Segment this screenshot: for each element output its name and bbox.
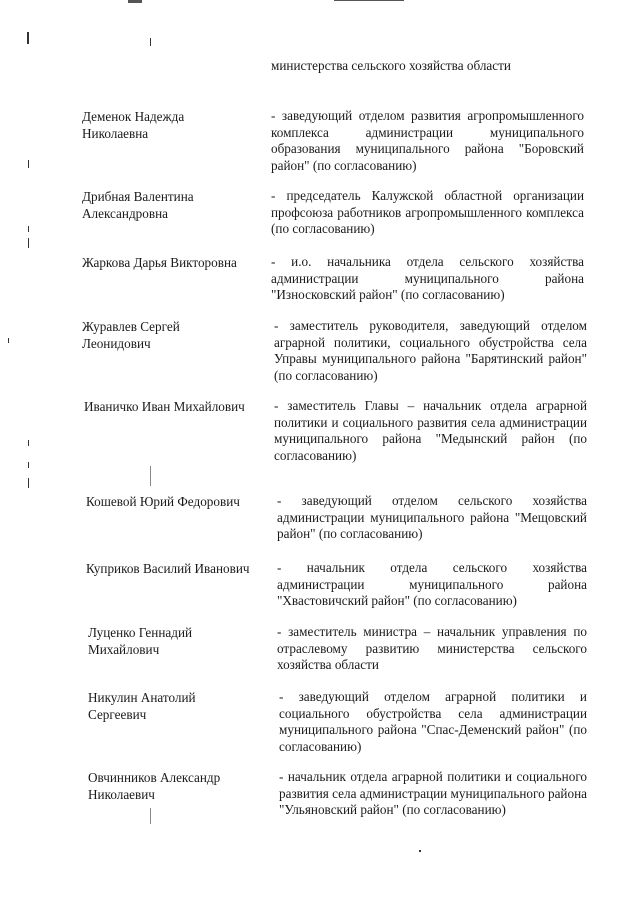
scan-mark-margin	[150, 38, 151, 46]
person-role: - начальник отдела аграрной политики и социального развития села администрации муниципального района "Ульяновский район" (по согласованию)	[279, 769, 587, 817]
person-role: - председатель Калужской областной организации профсоюза работников агропромышленного комплекса (по согласованию)	[271, 188, 584, 236]
person-name: Куприков Василий Иванович	[86, 561, 250, 576]
scan-mark-margin	[28, 238, 29, 248]
person-name: Луценко Геннадий Михайлович	[88, 625, 193, 657]
scan-mark-margin	[28, 226, 29, 232]
person-name: Никулин Анатолий Сергеевич	[88, 690, 196, 722]
person-role: - заведующий отделом сельского хозяйства администрации муниципального района "Мещовский район" (по согласованию)	[277, 493, 587, 541]
scan-mark-margin	[28, 478, 29, 488]
scan-mark-top-right	[334, 0, 404, 1]
person-role: - и.о. начальника отдела сельского хозяйства администрации муниципального района "Износковский район" (по согласованию)	[271, 254, 584, 302]
scan-mark-margin	[28, 160, 29, 168]
person-role: - заместитель министра – начальник управления по отраслевому развитию министерства сельского хозяйства области	[277, 624, 587, 672]
person-name: Кошевой Юрий Федорович	[86, 494, 240, 509]
person-role: - заместитель Главы – начальник отдела аграрной политики и социального развития села администрации муниципального района "Медынский район (по согласованию)	[274, 398, 587, 463]
person-name: Иваничко Иван Михайлович	[84, 399, 245, 414]
scan-mark-top-left	[128, 0, 142, 3]
person-name: Деменок Надежда Николаевна	[82, 109, 185, 141]
person-role: - начальник отдела сельского хозяйства администрации муниципального района "Хвастовичский район" (по согласованию)	[277, 560, 587, 608]
scan-mark-margin	[150, 466, 151, 486]
scan-mark-margin	[28, 440, 29, 446]
person-role: - заместитель руководителя, заведующий отделом аграрной политики, социального обустройства села Управы муниципального района "Барятинский район" (по согласованию)	[274, 318, 587, 383]
scan-mark-margin	[28, 462, 29, 468]
person-role: - заведующий отделом аграрной политики и социального обустройства села администрации муниципального района "Спас-Деменский район" (по согласованию)	[279, 689, 587, 754]
person-name: Журавлев Сергей Леонидович	[82, 319, 180, 351]
scan-mark-margin	[27, 32, 29, 44]
person-name: Жаркова Дарья Викторовна	[82, 255, 237, 270]
person-role: - заведующий отделом развития агропромышленного комплекса администрации муниципального образования муниципального района "Боровский район" (по согласованию)	[271, 108, 584, 173]
scan-mark-margin	[150, 808, 151, 824]
scan-mark-margin	[419, 850, 421, 852]
header-continuation-text: министерства сельского хозяйства области	[271, 58, 511, 73]
person-name: Дрибная Валентина Александровна	[82, 189, 194, 221]
scan-mark-margin	[8, 338, 9, 343]
person-name: Овчинников Александр Николаевич	[88, 770, 221, 802]
